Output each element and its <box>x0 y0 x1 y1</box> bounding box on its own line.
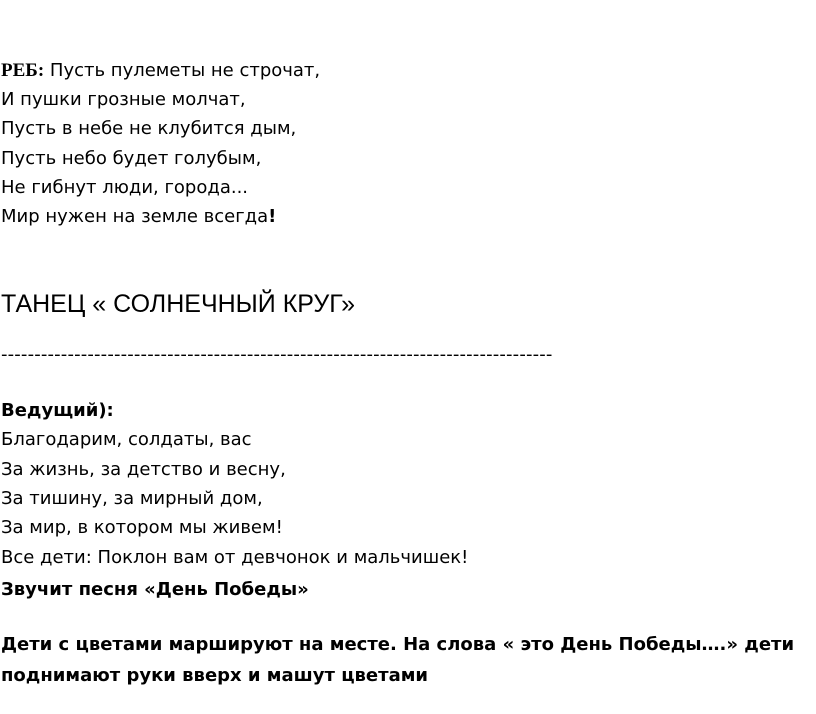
verse-text: Пусть пулеметы не строчат, <box>49 60 321 81</box>
speaker-label-host: Ведущий): <box>1 400 114 421</box>
stanza-1-line-5: Не гибнут люди, города... <box>1 177 249 198</box>
stanza-1-line-3: Пусть в небе не клубится дым, <box>1 118 297 139</box>
exclamation-mark: ! <box>268 206 277 227</box>
stanza-1-line-6 <box>1 206 276 228</box>
dashed-separator: ----------------------------------------------------------------------------------- <box>1 344 553 365</box>
stanza-2-line-2: За жизнь, за детство и весну, <box>1 459 286 480</box>
verse-text: Мир нужен на земле всегда <box>1 206 269 227</box>
speaker-label-reb: РЕБ: <box>1 60 45 81</box>
stanza-1-line-1 <box>1 60 320 82</box>
stage-direction-line-1: Дети с цветами маршируют на месте. На слова « это День Победы….» дети <box>1 634 795 655</box>
stage-direction-line-2: поднимают руки вверх и машут цветами <box>1 665 429 686</box>
stanza-2-line-1: Благодарим, солдаты, вас <box>1 429 252 450</box>
dance-heading: ТАНЕЦ « СОЛНЕЧНЫЙ КРУГ» <box>1 290 356 318</box>
stanza-2-line-4: За мир, в котором мы живем! <box>1 517 283 538</box>
stanza-2-line-5: Все дети: Поклон вам от девчонок и мальчишек! <box>1 547 469 568</box>
stanza-1-line-2: И пушки грозные молчат, <box>1 89 246 110</box>
song-note: Звучит песня «День Победы» <box>1 579 309 600</box>
stanza-1-line-4: Пусть небо будет голубым, <box>1 148 262 169</box>
stanza-2-line-3: За тишину, за мирный дом, <box>1 488 263 509</box>
